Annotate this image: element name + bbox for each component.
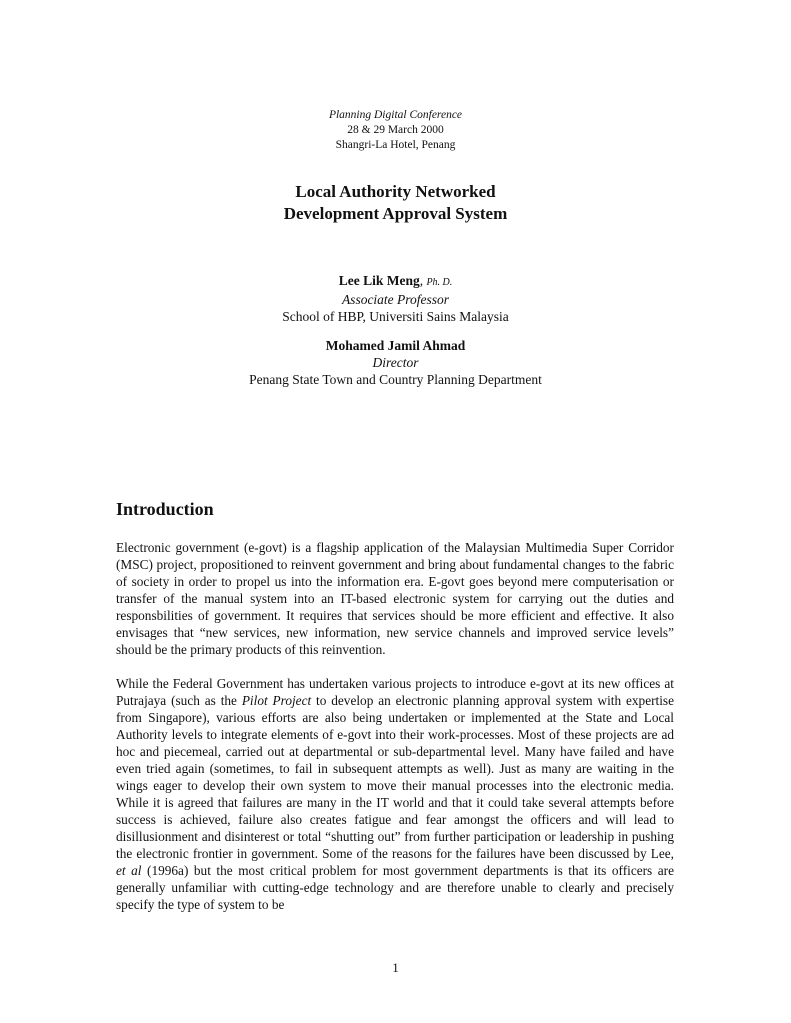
paper-title [0, 181, 791, 225]
paragraph-2 [116, 675, 674, 913]
introduction-body [116, 539, 674, 913]
author-block-2 [0, 337, 791, 388]
paper-title-line-2: Development Approval System [283, 204, 508, 223]
conference-name: Planning Digital Conference [328, 109, 463, 121]
et-al-italic: et al [116, 863, 142, 878]
conference-dates: 28 & 29 March 2000 [347, 124, 444, 136]
author-degree: Ph. D. [426, 277, 453, 288]
paragraph-2-part-1: While the Federal Government has undertaken various projects to introduce e-govt at its new offices at Putrajaya (such as the [116, 676, 674, 708]
author-role: Director [372, 355, 419, 370]
section-heading-introduction: Introduction [116, 499, 214, 519]
paragraph-2-part-2: to develop an electronic planning approval system with expertise from Singapore), various efforts are also being undertaken or implemented at the State and Local Authority levels to integrate elements of e-govt into their work-processes. Most of these projects are ad hoc and piecemeal, carried out at departmental or sub-departmental level. Many have failed and have even tried again (sometimes, to fail in subsequent attempts as well). Just as many are waiting in the wings eager to develop their own system to move their manual processes into the electronic media. While it is agreed that failures are many in the IT world and that it could take several attempts before success is achieved, failure also creates fatigue and fear amongst the officers and will lead to disillusionment and disinterest or total “shutting out” from further participation or leadership in pushing the electronic frontier in government. Some of the reasons for the failures have been discussed by Lee, [116, 693, 674, 861]
conference-venue: Shangri-La Hotel, Penang [335, 139, 456, 151]
pilot-project-italic: Pilot Project [241, 693, 312, 708]
author-name: Lee Lik Meng [338, 273, 420, 288]
paper-title-line-1: Local Authority Networked [295, 182, 496, 201]
paragraph-2-part-3: (1996a) but the most critical problem for most government departments is that its officers are generally unfamiliar with cutting-edge technology and are therefore unable to clearly and precisely specify the type of system to be [116, 863, 674, 912]
paragraph-1: Electronic government (e-govt) is a flagship application of the Malaysian Multimedia Super Corridor (MSC) project, propositioned to reinvent government and bring about fundamental changes to the fabric of society in order to propel us into the information era. E-govt goes beyond mere computerisation or transfer of the manual system into an IT-based electronic system for carrying out the duties and responsbilities of government. It requires that services should be more efficient and effective. It also envisages that “new services, new information, new service channels and improved service levels” should be the primary products of this reinvention. [116, 540, 674, 657]
author-separator: , [419, 273, 427, 288]
page-number: 1 [392, 960, 399, 975]
author-role: Associate Professor [341, 292, 450, 307]
author-block-1 [0, 272, 791, 325]
author-name: Mohamed Jamil Ahmad [325, 338, 466, 353]
author-affiliation: School of HBP, Universiti Sains Malaysia [282, 309, 509, 324]
conference-header [0, 108, 791, 153]
author-affiliation: Penang State Town and Country Planning Department [249, 372, 542, 387]
